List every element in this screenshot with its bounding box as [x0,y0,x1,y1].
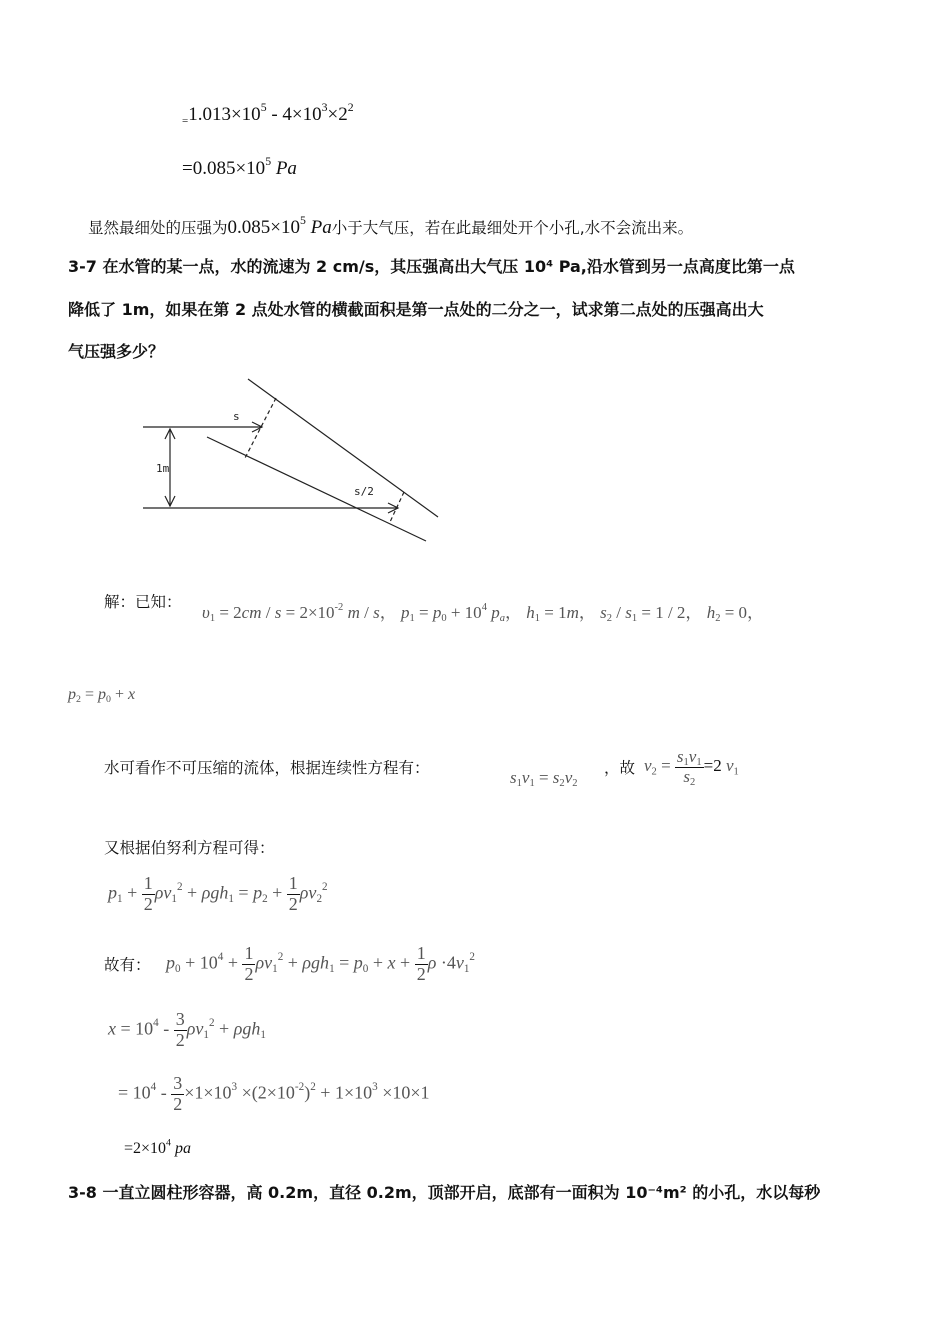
equation-line-1: $_=1.013\times 10^5 - 4\times 10^3\times 2^2$ [182,101,354,127]
pipe-lower-wall [207,437,426,541]
conclusion-line: 显然最细处的压强为$0.085\times 10^5$ Pa小于大气压，若在此最细处开个小孔,水不会流出来。 [88,214,694,238]
continuity-text: 水可看作不可压缩的流体，根据连续性方程有： [104,759,430,777]
known-label: 解：已知： [104,593,182,611]
x-substitution: = $10^4$ - $\frac{3}{2}$ $\times 1\times 10^3 \times(2\times 10^{-2})^2 + 1\times 10^3 \times 10\times 1$ [118,1073,430,1114]
bernoulli-text: 又根据伯努利方程可得： [104,839,275,857]
pressure-value: $0.085\times 10^5$ Pa [227,214,332,238]
section-2-dashed [390,492,404,522]
result: $=2\times 10^4$ pa [124,1137,191,1157]
p2-definition: $p_2 = p_0 + x$ [68,686,136,705]
therefore-text: ，故 [604,759,636,777]
pipe-diagram [0,0,950,560]
problem-3-7-line-1: 3-7 在水管的某一点，水的流速为 2 cm/s，其压强高出大气压 10⁴ Pa,沿水管到另一点高度比第一点 [68,257,795,276]
hence-label: 故有： [104,956,151,974]
label-s: s [233,410,240,423]
label-1m: 1m [156,462,170,475]
v2-equation: $v_2$ = $\frac{s_1v_1}{s_2}$ =2 $v_1$ [644,747,739,788]
label-s-half: s/2 [354,485,374,498]
problem-3-7-line-3: 气压强多少？ [68,342,165,361]
pipe-upper-wall [248,379,438,517]
equation-line-2: $=0.085\times 10^5$ Pa [182,155,297,179]
bernoulli-equation: $p_1$ + $\frac{1}{2}$ $\rho v_1^2 + \rho gh_1 = p_2$ + $\frac{1}{2}$ $\rho v_2^2$ [108,873,328,914]
problem-3-7-line-2: 降低了 1m，如果在第 2 点处水管的横截面积是第一点处的二分之一，试求第二点处的压强高出大 [68,300,764,319]
known-values: $\upsilon_1 = 2cm / s = 2\times 10^{-2}$ m / s， $p_1 = p_0 + 10^4$ $p_a$， $h_1 = 1m$， $s_2 / s_1 = 1 / 2$， $h_2 = 0$， [202,602,765,625]
continuity-equation: $s_1v_1 = s_2v_2$ [510,768,578,790]
x-equation: $x = 10^4$ - $\frac{3}{2}$ $\rho v_1^2 + \rho gh_1$ [108,1009,266,1050]
hence-equation: $p_0 + 10^4$ + $\frac{1}{2}$ $\rho v_1^2 + \rho gh_1 = p_0 + x$ + $\frac{1}{2}$ $\rho \cdot 4v_1^2$ [166,943,475,984]
problem-3-8-line-1: 3-8 一直立圆柱形容器，高 0.2m，直径 0.2m，顶部开启，底部有一面积为 10⁻⁴m² 的小孔，水以每秒 [68,1183,821,1202]
